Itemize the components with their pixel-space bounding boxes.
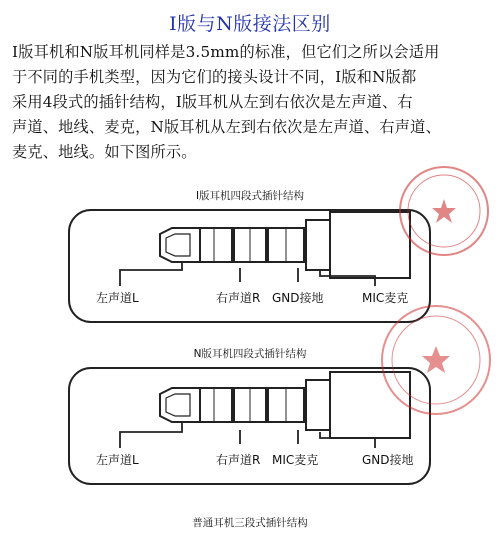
- plug-tip-inner: [166, 394, 190, 416]
- pin-label-mic: MIC麦克: [362, 291, 409, 305]
- pin-label-right-channel: 右声道R: [216, 453, 261, 467]
- pin-label-left-channel: 左声道L: [96, 291, 139, 305]
- pin-label-left-channel: 左声道L: [96, 453, 139, 467]
- plug-segment-2: [200, 388, 232, 422]
- plug-collar: [306, 220, 330, 270]
- watermark-stamp-icon: [396, 163, 492, 259]
- watermark-stamp-icon: [376, 300, 496, 420]
- diagram-title-i: I版耳机四段式插针结构: [195, 190, 305, 202]
- intro-line: 于不同的手机类型，因为它们的接头设计不同，I版和N版都: [12, 68, 417, 86]
- pin-label-mic: MIC麦克: [272, 453, 319, 467]
- plug-tip-inner: [166, 234, 190, 256]
- intro-paragraph: [12, 40, 496, 165]
- intro-line: 声道、地线、麦克，N版耳机从左到右依次是左声道、右声道、: [12, 118, 441, 136]
- diagram-title-3pole: 普通耳机三段式插针结构: [192, 517, 308, 529]
- intro-line: I版耳机和N版耳机同样是3.5mm的标准，但它们之所以会适用: [12, 43, 440, 61]
- intro-line: 麦克、地线。如下图所示。: [12, 143, 197, 161]
- intro-line: 采用4段式的插针结构，I版耳机从左到右依次是左声道、右: [12, 93, 413, 111]
- page-title: I版与N版接法区别: [169, 13, 331, 35]
- pin-label-ground: GND接地: [272, 291, 324, 305]
- diagram-title-n: N版耳机四段式插针结构: [193, 348, 307, 360]
- pin-label-ground: GND接地: [362, 453, 414, 467]
- plug-segment-2: [200, 228, 232, 262]
- pin-label-right-channel: 右声道R: [216, 291, 261, 305]
- plug-collar: [306, 380, 330, 430]
